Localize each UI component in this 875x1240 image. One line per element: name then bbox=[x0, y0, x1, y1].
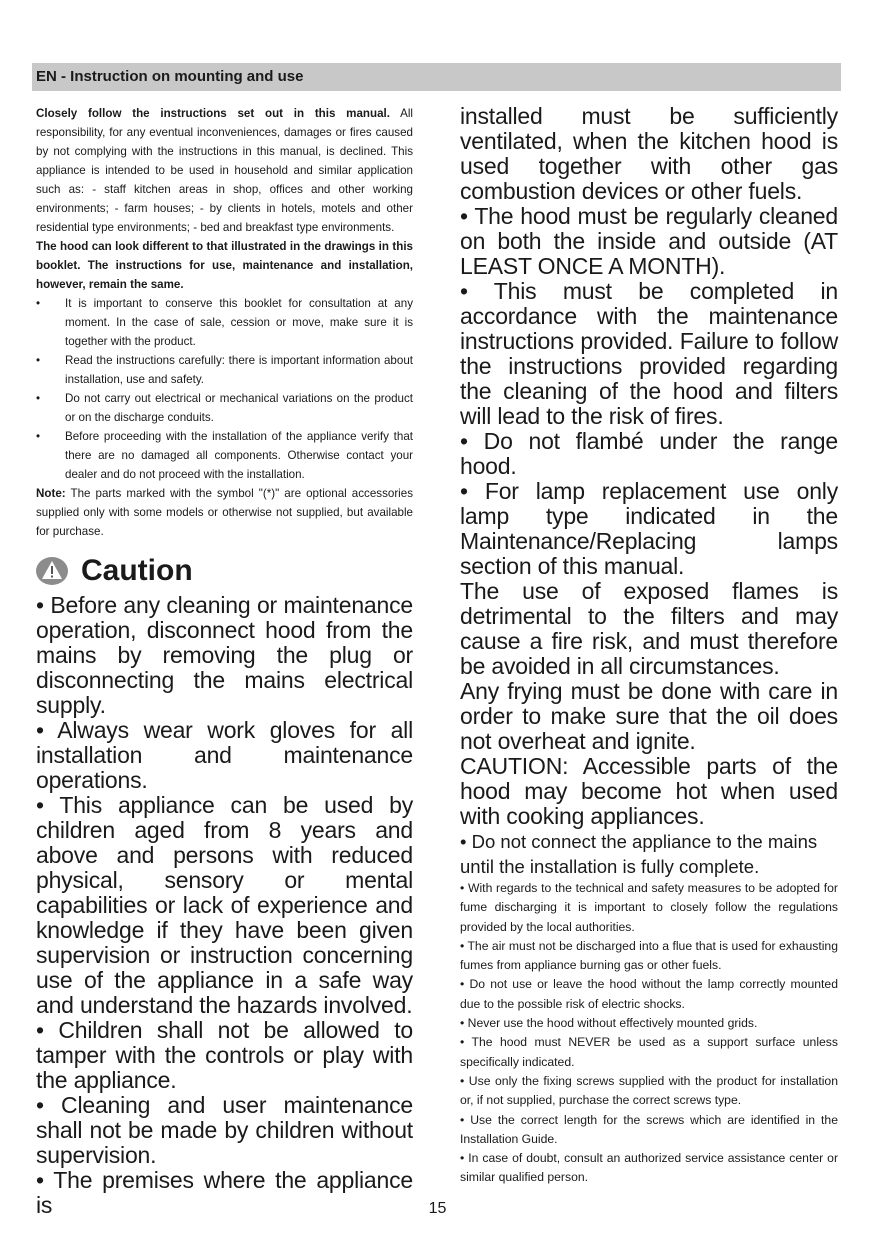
caution-item: • Children shall not be allowed to tamper with the controls or play with the appliance. bbox=[36, 1017, 413, 1093]
caution-item: • The premises where the appliance is bbox=[36, 1167, 413, 1218]
connection-note bbox=[460, 829, 838, 879]
warning-icon bbox=[36, 555, 68, 587]
caution-title: Caution bbox=[81, 554, 193, 587]
caution-heading bbox=[36, 549, 413, 593]
list-item: • It is important to conserve this booklet for consultation at any moment. In the case of sale, cession or move, make sure it is together with the product. bbox=[36, 294, 413, 351]
intro-paragraph bbox=[36, 104, 413, 237]
safety-item: • The hood must be regularly cleaned on both the inside and outside (AT LEAST ONCE A MONTH). bbox=[460, 203, 838, 279]
bullet-icon: • bbox=[36, 430, 41, 443]
safety-item: • Do not connect the appliance to the mains until the installation is fully complete. bbox=[460, 831, 818, 877]
safety-item: • Use the correct length for the screws which are identified in the Installation Guide. bbox=[460, 1112, 838, 1146]
safety-item: • For lamp replacement use only lamp type indicated in the Maintenance/Replacing lamps section of this manual. bbox=[460, 478, 838, 579]
list-item: • Before proceeding with the installation of the appliance verify that there are no damaged all components. Otherwise contact your dealer and do not proceed with the installation. bbox=[36, 427, 413, 484]
page-number: 15 bbox=[428, 1200, 447, 1217]
bullet-icon: • bbox=[36, 392, 41, 405]
general-bullet-list bbox=[36, 294, 413, 484]
safety-large-text bbox=[460, 104, 838, 829]
section-header bbox=[32, 63, 841, 91]
bullet-icon: • bbox=[36, 297, 41, 310]
caution-item: • Always wear work gloves for all installation and maintenance operations. bbox=[36, 717, 413, 793]
caution-item: • This appliance can be used by children aged from 8 years and above and persons with reduced physical, sensory or mental capabilities or lack of experience and knowledge if they have been given supervision or instruction concerning use of the appliance in a safe way and understand the hazards involved. bbox=[36, 792, 413, 1018]
safety-item: • With regards to the technical and safety measures to be adopted for fume discharging it is important to closely follow the regulations provided by the local authorities. bbox=[460, 881, 838, 934]
intro-block bbox=[36, 104, 413, 541]
caution-list bbox=[36, 593, 413, 1218]
safety-item: • This must be completed in accordance with the maintenance instructions provided. Failure to follow the instructions provided regarding the cleaning of the hood and filters will lead to the risk of fires. bbox=[460, 278, 838, 429]
section-header-title: EN - Instruction on mounting and use bbox=[36, 68, 304, 85]
caution-item: • Cleaning and user maintenance shall not be made by children without supervision. bbox=[36, 1092, 413, 1168]
list-item: • Do not carry out electrical or mechanical variations on the product or on the discharge conduits. bbox=[36, 389, 413, 427]
safety-item: • Never use the hood without effectively mounted grids. bbox=[460, 1016, 758, 1031]
note-label: Note: bbox=[36, 487, 66, 500]
bullet-icon: • bbox=[36, 354, 41, 367]
safety-item: installed must be sufficiently ventilated, when the kitchen hood is used together with other gas combustion devices or other fuels. bbox=[460, 103, 838, 204]
safety-small-text bbox=[460, 879, 838, 1188]
safety-item: • Do not flambé under the range hood. bbox=[460, 428, 838, 479]
appearance-note: The hood can look different to that illustrated in the drawings in this booklet. The instructions for use, maintenance and installation, however, remain the same. bbox=[36, 240, 413, 291]
safety-item: • Do not use or leave the hood without the lamp correctly mounted due to the possible risk of electric shocks. bbox=[460, 977, 838, 1011]
safety-item: • In case of doubt, consult an authorized service assistance center or similar qualified person. bbox=[460, 1151, 838, 1185]
safety-item: • The hood must NEVER be used as a support surface unless specifically indicated. bbox=[460, 1035, 838, 1069]
safety-item: Any frying must be done with care in order to make sure that the oil does not overheat and ignite. bbox=[460, 678, 838, 754]
caution-item: • Before any cleaning or maintenance operation, disconnect hood from the mains by removing the plug or disconnecting the mains electrical supply. bbox=[36, 592, 413, 718]
safety-item: • The air must not be discharged into a flue that is used for exhausting fumes from appliance burning gas or other fuels. bbox=[460, 938, 838, 973]
safety-item: The use of exposed flames is detrimental to the filters and may cause a fire risk, and must therefore be avoided in all circumstances. bbox=[460, 578, 838, 679]
safety-item: • Use only the fixing screws supplied with the product for installation or, if not supplied, purchase the correct screws type. bbox=[460, 1073, 838, 1108]
list-item: • Read the instructions carefully: there is important information about installation, use and safety. bbox=[36, 351, 413, 389]
intro-bold: Closely follow the instructions set out in this manual. bbox=[36, 107, 390, 120]
left-column bbox=[36, 104, 413, 1218]
intro-rest: All responsibility, for any eventual inconveniences, damages or fires caused by not complying with the instructions in this manual, is declined. This appliance is intended to be used in household and similar application such as: - staff kitchen areas in shop, offices and other working environments; - farm houses; - by clients in hotels, motels and other residential type environments; - bed and breakfast type environments. bbox=[36, 107, 413, 234]
right-column bbox=[460, 104, 838, 1188]
optional-parts-note: Note: The parts marked with the symbol "(*)" are optional accessories supplied only with some models or otherwise not supplied, but available for purchase. bbox=[36, 487, 413, 538]
safety-item: CAUTION: Accessible parts of the hood may become hot when used with cooking appliances. bbox=[460, 753, 838, 829]
